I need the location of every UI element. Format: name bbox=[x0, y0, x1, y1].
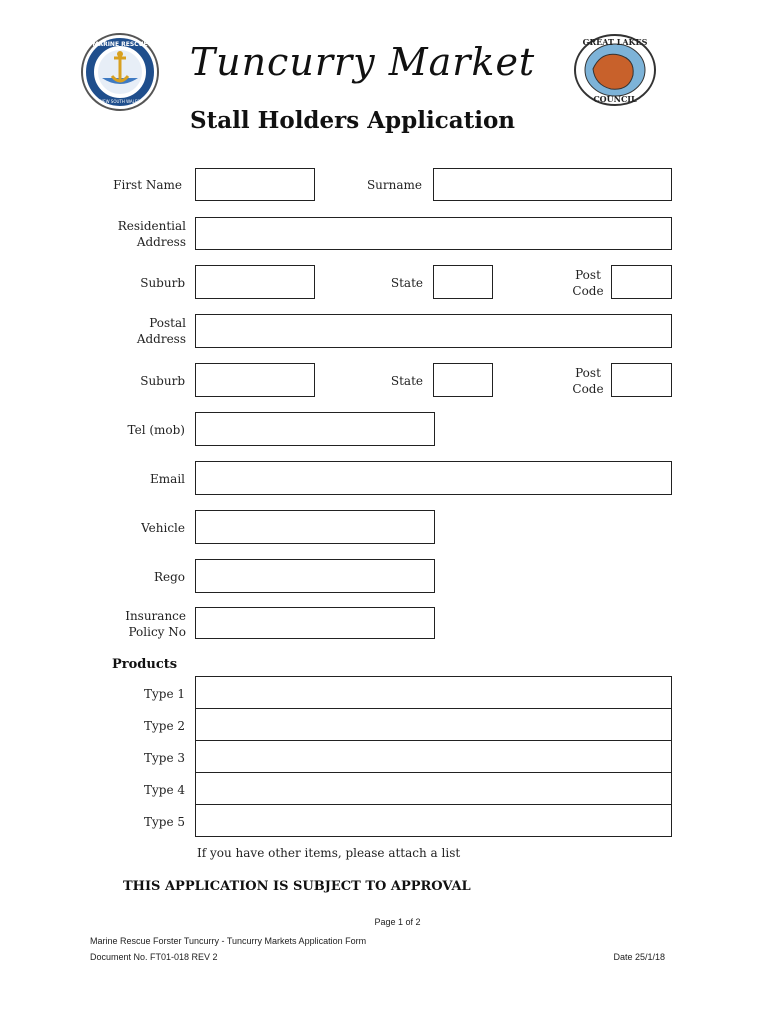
form-title: Stall Holders Application bbox=[190, 107, 516, 134]
tel-field[interactable] bbox=[195, 412, 435, 446]
rego-field[interactable] bbox=[195, 559, 435, 593]
first-name-field[interactable] bbox=[195, 168, 315, 201]
label-line: Post bbox=[575, 268, 601, 282]
surname-label: Surname bbox=[366, 178, 422, 192]
surname-field[interactable] bbox=[433, 168, 672, 201]
product-type-label: Type 4 bbox=[143, 783, 185, 797]
approval-notice: THIS APPLICATION IS SUBJECT TO APPROVAL bbox=[123, 879, 471, 894]
logo-top-text: MARINE RESCUE bbox=[92, 41, 148, 48]
res-suburb-label: Suburb bbox=[140, 276, 185, 290]
footer-date: Date 25/1/18 bbox=[613, 952, 665, 962]
postal-address-label bbox=[90, 315, 186, 347]
tel-label: Tel (mob) bbox=[127, 423, 185, 437]
first-name-label: First Name bbox=[113, 178, 182, 192]
product-type-field[interactable] bbox=[195, 804, 672, 837]
post-postcode-label bbox=[565, 365, 611, 397]
vehicle-field[interactable] bbox=[195, 510, 435, 544]
product-type-label: Type 1 bbox=[143, 687, 185, 701]
page-number: Page 1 of 2 bbox=[374, 917, 421, 927]
footer-doc-no: Document No. FT01-018 REV 2 bbox=[90, 952, 218, 962]
label-line: Code bbox=[572, 284, 604, 298]
label-line: Code bbox=[572, 382, 604, 396]
res-suburb-field[interactable] bbox=[195, 265, 315, 299]
label-line: Postal bbox=[149, 316, 186, 330]
post-suburb-field[interactable] bbox=[195, 363, 315, 397]
logo-bottom-text: NEW SOUTH WALES bbox=[100, 99, 140, 104]
label-line: Post bbox=[575, 366, 601, 380]
postal-address-field[interactable] bbox=[195, 314, 672, 348]
logo-bottom-text: COUNCIL bbox=[593, 94, 637, 104]
label-line: Address bbox=[136, 332, 186, 346]
rego-label: Rego bbox=[153, 570, 185, 584]
post-suburb-label: Suburb bbox=[140, 374, 185, 388]
res-state-label: State bbox=[390, 276, 423, 290]
product-type-field[interactable] bbox=[195, 772, 672, 805]
products-note: If you have other items, please attach a list bbox=[197, 846, 461, 860]
footer-form-name: Marine Rescue Forster Tuncurry - Tuncurry Markets Application Form bbox=[90, 936, 367, 946]
label-line: Insurance bbox=[125, 609, 186, 623]
label-line: Residential bbox=[117, 219, 186, 233]
email-field[interactable] bbox=[195, 461, 672, 495]
label-line: Policy No bbox=[128, 625, 186, 639]
products-heading: Products bbox=[112, 657, 178, 672]
page-title: Tuncurry Market bbox=[189, 40, 536, 84]
product-type-label: Type 5 bbox=[143, 815, 185, 829]
residential-address-label bbox=[90, 218, 186, 250]
vehicle-label: Vehicle bbox=[141, 521, 185, 535]
insurance-label bbox=[90, 608, 186, 640]
product-type-label: Type 2 bbox=[143, 719, 185, 733]
res-postcode-field[interactable] bbox=[611, 265, 672, 299]
res-postcode-label bbox=[565, 267, 611, 299]
logo-top-text: GREAT LAKES bbox=[582, 37, 648, 47]
product-type-label: Type 3 bbox=[143, 751, 185, 765]
product-type-field[interactable] bbox=[195, 676, 672, 709]
post-state-field[interactable] bbox=[433, 363, 493, 397]
product-type-field[interactable] bbox=[195, 740, 672, 773]
residential-address-field[interactable] bbox=[195, 217, 672, 250]
product-type-field[interactable] bbox=[195, 708, 672, 741]
label-line: Address bbox=[136, 235, 186, 249]
res-state-field[interactable] bbox=[433, 265, 493, 299]
post-postcode-field[interactable] bbox=[611, 363, 672, 397]
insurance-field[interactable] bbox=[195, 607, 435, 639]
post-state-label: State bbox=[390, 374, 423, 388]
email-label: Email bbox=[150, 472, 185, 486]
